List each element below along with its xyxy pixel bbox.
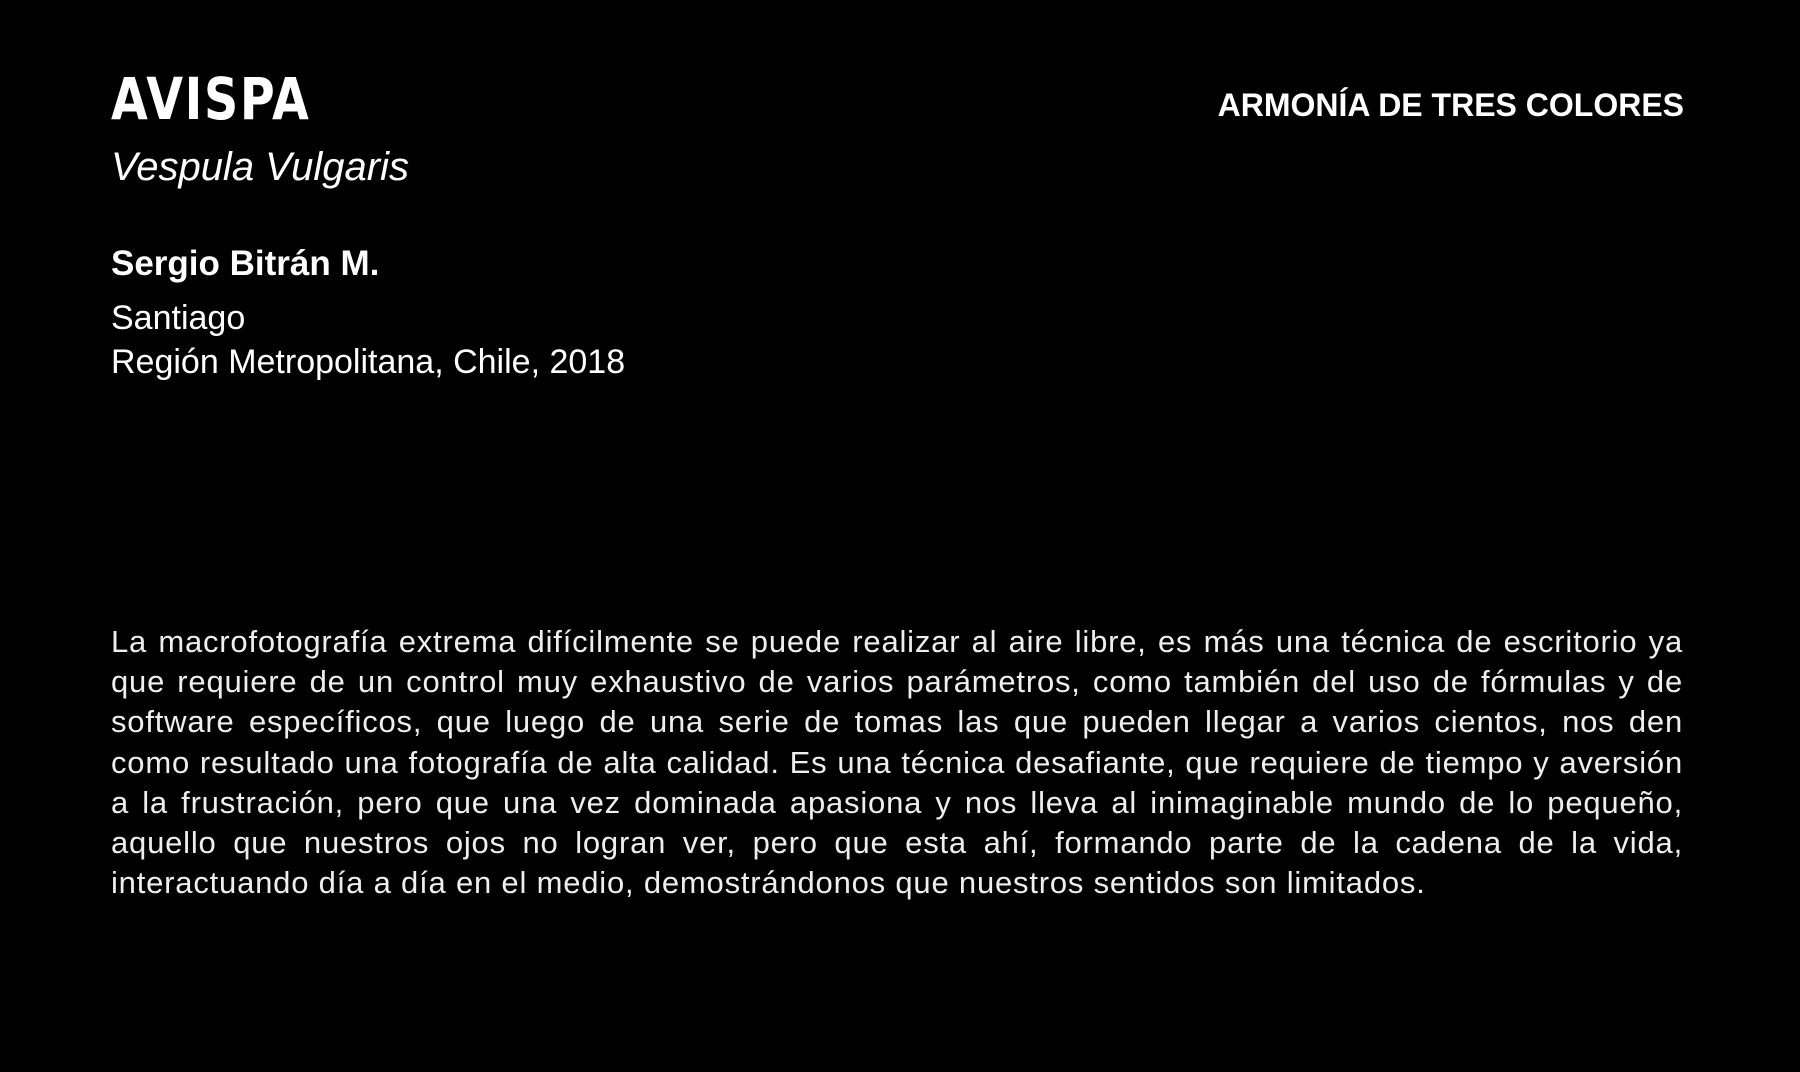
location-block (111, 296, 625, 384)
scientific-name: Vespula Vulgaris (111, 145, 409, 189)
location-region-year: Región Metropolitana, Chile, 2018 (111, 343, 626, 381)
location-city: Santiago (111, 299, 246, 337)
category-label: ARMONÍA DE TRES COLORES (1217, 87, 1684, 123)
page-title: AVISPA (111, 65, 311, 133)
description-paragraph: La macrofotografía extrema difícilmente se puede realizar al aire libre, es más una técnica de escritorio ya que requiere de un control muy exhaustivo de varios parámetros, como también del uso de fórmulas y de software específicos, que luego de una serie de tomas las que pueden llegar a varios cientos, nos den como resultado una fotografía de alta calidad. Es una técnica desafiante, que requiere de tiempo y aversión a la frustración, pero que una vez dominada apasiona y nos lleva al inimaginable mundo de lo pequeño, aquello que nuestros ojos no logran ver, pero que esta ahí, formando parte de la cadena de la vida, interactuando día a día en el medio, demostrándonos que nuestros sentidos son limitados. (111, 624, 1683, 901)
author-name: Sergio Bitrán M. (111, 244, 380, 283)
